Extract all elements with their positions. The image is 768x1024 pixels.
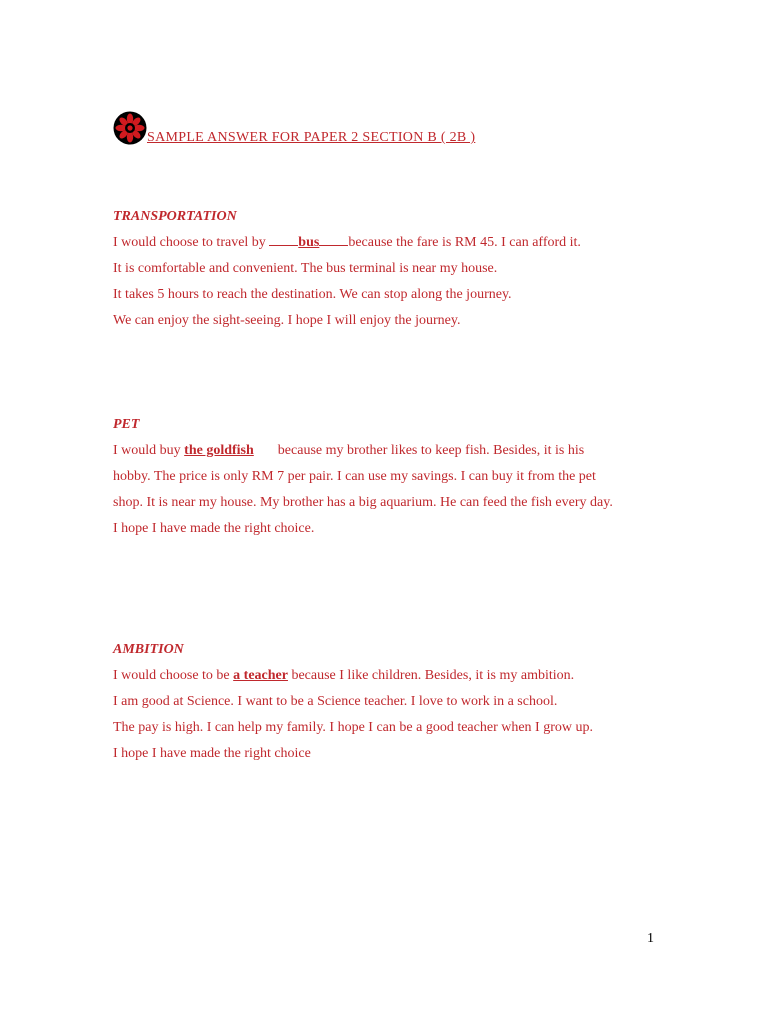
answer-line: I hope I have made the right choice. bbox=[113, 521, 315, 536]
line-text: because my brother likes to keep fish. Besides, it is his bbox=[277, 443, 585, 458]
line-text: because I like children. Besides, it is my ambition. bbox=[287, 668, 575, 683]
answer-line: hobby. The price is only RM 7 per pair. I can use my savings. I can buy it from the pet bbox=[113, 469, 596, 484]
line-text: I would choose to be bbox=[113, 668, 234, 683]
answer-line: It takes 5 hours to reach the destination. We can stop along the journey. bbox=[113, 287, 512, 302]
line-text: because the fare is RM 45. I can afford it. bbox=[348, 235, 581, 250]
answer-line bbox=[113, 438, 673, 464]
section-heading: PET bbox=[113, 417, 140, 432]
answer-word: the goldfish bbox=[184, 443, 254, 458]
answer-line: shop. It is near my house. My brother has a big aquarium. He can feed the fish every day. bbox=[113, 495, 613, 510]
flower-emblem-icon bbox=[113, 111, 147, 145]
document-title: SAMPLE ANSWER FOR PAPER 2 SECTION B ( 2B ) bbox=[147, 130, 476, 145]
section-heading: AMBITION bbox=[113, 642, 184, 657]
answer-line bbox=[113, 663, 673, 689]
answer-word: a teacher bbox=[233, 668, 288, 683]
section-heading: TRANSPORTATION bbox=[113, 209, 237, 224]
section-ambition bbox=[113, 637, 673, 767]
answer-line: I am good at Science. I want to be a Science teacher. I love to work in a school. bbox=[113, 694, 558, 709]
section-pet bbox=[113, 412, 673, 542]
answer-line bbox=[113, 230, 673, 256]
answer-blank bbox=[319, 231, 348, 246]
section-transportation bbox=[113, 204, 673, 334]
answer-word: bus bbox=[298, 235, 320, 250]
answer-line: We can enjoy the sight-seeing. I hope I will enjoy the journey. bbox=[113, 313, 461, 328]
page-number: 1 bbox=[647, 931, 654, 946]
answer-line: I hope I have made the right choice bbox=[113, 746, 311, 761]
answer-line: It is comfortable and convenient. The bus terminal is near my house. bbox=[113, 261, 498, 276]
line-text: I would choose to travel by bbox=[113, 235, 270, 250]
line-text: I would buy bbox=[113, 443, 185, 458]
answer-blank bbox=[269, 231, 298, 246]
answer-line: The pay is high. I can help my family. I hope I can be a good teacher when I grow up. bbox=[113, 720, 593, 735]
